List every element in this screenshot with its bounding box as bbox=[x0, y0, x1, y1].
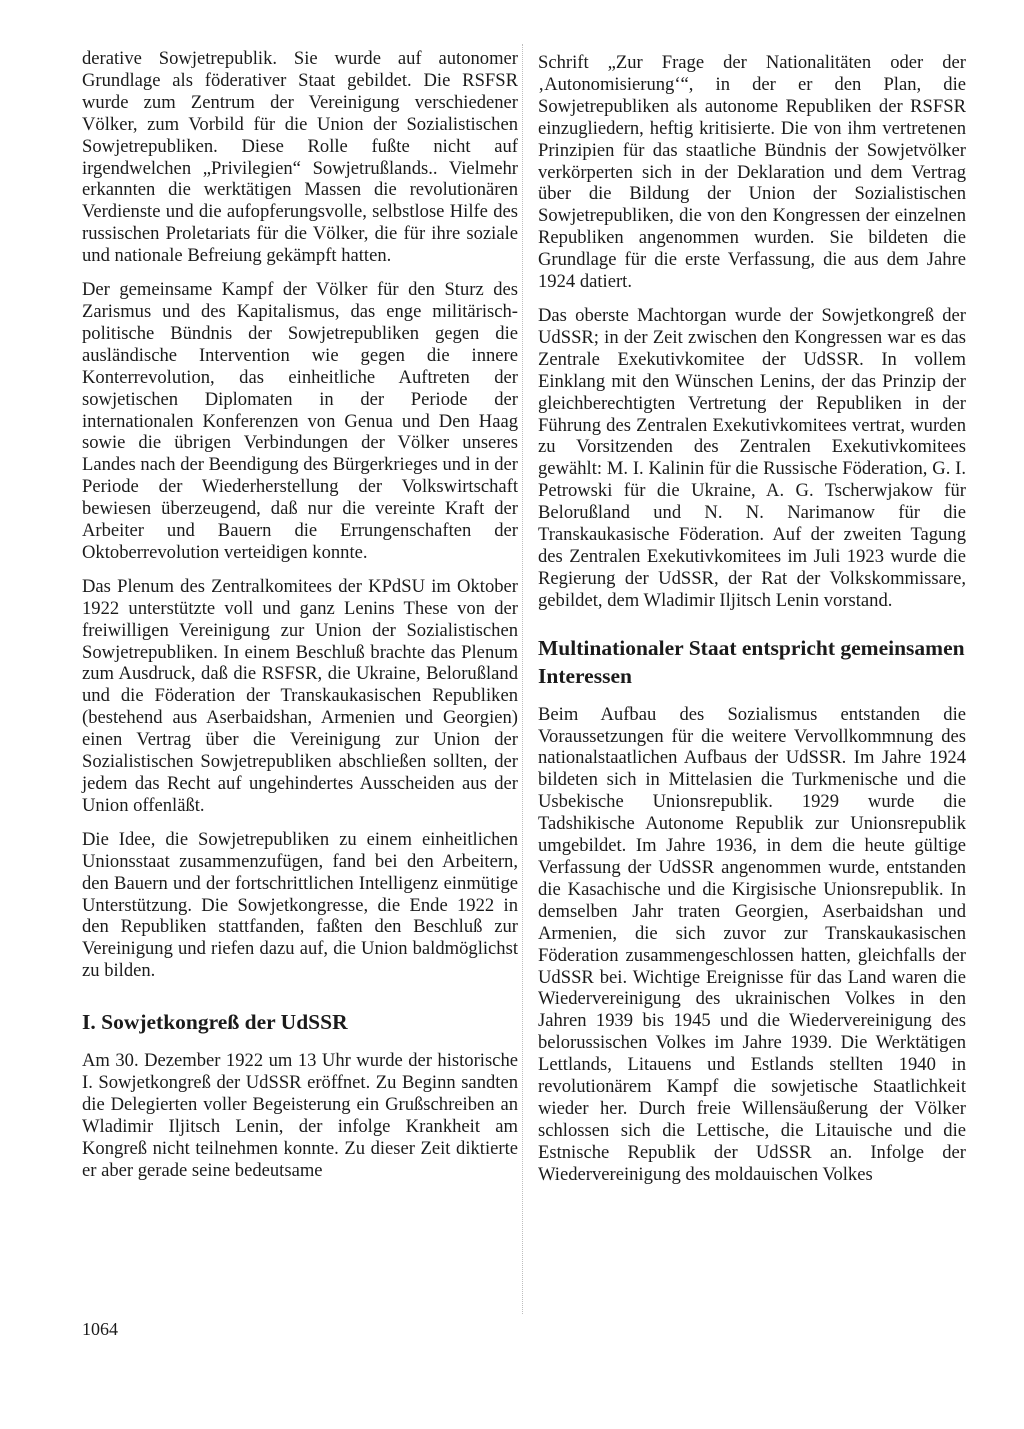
left-column bbox=[82, 48, 518, 1194]
section-heading: Multinationaler Staat entspricht gemeinsamen Interessen bbox=[538, 635, 965, 688]
right-column bbox=[538, 52, 966, 1198]
paragraph: Das oberste Machtorgan wurde der Sowjetkongreß der UdSSR; in der Zeit zwischen den Kongressen war es das Zentrale Exekutivkomitee der UdSSR. In vollem Einklang mit den Wünschen Lenins, der das Prinzip der gleichberechtigten Vertretung der Republiken in der Führung des Zentralen Exekutivkomitees vertrat, wurden zu Vorsitzenden des Zentralen Exekutivkomitees gewählt: M. I. Kalinin für die Russische Föderation, G. I. Petrowski für die Ukraine, A. G. Tscherwjakow für Belorußland und N. N. Narimanow für die Transkaukasische Föderation. Auf der zweiten Tagung des Zentralen Exekutivkomitees im Juli 1923 wurde die Regierung der UdSSR, der Rat der Volkskommissare, gebildet, dem Wladimir Iljitsch Lenin vorstand. bbox=[538, 304, 966, 611]
column-gutter bbox=[522, 44, 524, 1314]
page-number: 1064 bbox=[82, 1319, 118, 1339]
paragraph: Schrift „Zur Frage der Nationalitäten oder der ‚Autonomisierung‘“, in der er den Plan, die Sowjetrepubliken als autonome Republiken der RSFSR einzugliedern, heftig kritisierte. Die von ihm vertretenen Prinzipien für das staatliche Bündnis der Sowjetvölker verkörperten sich in der Deklaration und dem Vertrag über die Bildung der Union der Sozialistischen Sowjetrepubliken, die von den Kongressen der einzelnen Republiken angenommen wurden. Sie bildeten die Grundlage für die erste Verfassung, die aus dem Jahre 1924 datiert. bbox=[538, 52, 966, 293]
section-heading: I. Sowjetkongreß der UdSSR bbox=[82, 1010, 348, 1035]
paragraph: derative Sowjetrepublik. Sie wurde auf autonomer Grundlage als föderativer Staat gebildet. Die RSFSR wurde zum Zentrum der Vereinigung verschiedener Völker, zum Vorbild für die Union der Sozialistischen Sowjetrepubliken. Diese Rolle fußte nicht auf irgendwelchen „Privilegien“ Sowjetrußlands.. Vielmehr erkannten die werktätigen Massen die revolutionären Verdienste und die aufopferungsvolle, selbstlose Hilfe des russischen Proletariats für die Völker, die für ihre soziale und nationale Befreiung gekämpft hatten. bbox=[82, 48, 518, 267]
paragraph: Beim Aufbau des Sozialismus entstanden die Voraussetzungen für die weitere Vervollkommnung des nationalstaatlichen Aufbaus der UdSSR. Im Jahre 1924 bildeten sich in Mittelasien die Turkmenische und die Usbekische Unionsrepublik. 1929 wurde die Tadshikische Autonome Republik zur Unionsrepublik umgebildet. Im Jahre 1936, in dem die heute gültige Verfassung der UdSSR angenommen wurde, entstanden die Kasachische und die Kirgisische Unionsrepublik. In demselben Jahr traten Georgien, Aserbaidshan und Armenien, die sich zuvor zur Transkaukasischen Föderation zusammengeschlossen hatten, gleichfalls der UdSSR bei. Wichtige Ereignisse für das Land waren die Wiedervereinigung des ukrainischen Volkes in den Jahren 1939 bis 1945 und die Wiedervereinigung des belorussischen Volkes im Jahre 1939. Die Werktätigen Lettlands, Litauens und Estlands stellten 1940 in revolutionärem Kampf die sowjetische Staatlichkeit wieder her. Durch freie Willensäußerung der Völker schlossen sich die Lettische, die Litauische und die Estnische Republik der UdSSR an. Infolge der Wiedervereinigung des moldauischen Volkes bbox=[538, 703, 966, 1185]
paragraph: Der gemeinsame Kampf der Völker für den Sturz des Zarismus und des Kapitalismus, das enge militärisch-politische Bündnis der Sowjetrepubliken gegen die ausländische Intervention wie gegen die innere Konterrevolution, das einheitliche Auftreten der sowjetischen Diplomaten in der Periode der internationalen Konferenzen von Genua und Den Haag sowie die übrigen Verbindungen der Völker unseres Landes nach der Beendigung des Bürgerkrieges und in der Periode der Wiederherstellung der Volkswirtschaft bewiesen überzeugend, daß nur die vereinte Kraft der Arbeiter und Bauern die Errungenschaften der Oktoberrevolution verteidigen konnte. bbox=[82, 279, 518, 563]
paragraph: Am 30. Dezember 1922 um 13 Uhr wurde der historische I. Sowjetkongreß der UdSSR eröffnet. Zu Beginn sandten die Delegierten voller Begeisterung ein Grußschreiben an Wladimir Iljitsch Lenin, der infolge Krankheit am Kongreß nicht teilnehmen konnte. Zu dieser Zeit diktierte er aber gerade seine bedeutsame bbox=[82, 1050, 518, 1181]
paragraph: Das Plenum des Zentralkomitees der KPdSU im Oktober 1922 unterstützte voll und ganz Lenins These von der freiwilligen Vereinigung zur Union der Sozialistischen Sowjetrepubliken. In einem Beschluß brachte das Plenum zum Ausdruck, daß die RSFSR, die Ukraine, Belorußland und die Föderation der Transkaukasischen Republiken (bestehend aus Aserbaidshan, Armenien und Georgien) einen Vertrag über die Vereinigung zur Union der Sozialistischen Sowjetrepubliken abschließen sollten, der jedem das Recht auf ungehindertes Ausscheiden aus der Union offenläßt. bbox=[82, 575, 518, 816]
paragraph: Die Idee, die Sowjetrepubliken zu einem einheitlichen Unionsstaat zusammenzufügen, fand bei den Arbeitern, den Bauern und der fortschrittlichen Intelligenz einmütige Unterstützung. Die Sowjetkongresse, die Ende 1922 in den Republiken stattfanden, faßten den Beschluß zur Vereinigung und riefen dazu auf, die Union baldmöglichst zu bilden. bbox=[82, 828, 518, 982]
